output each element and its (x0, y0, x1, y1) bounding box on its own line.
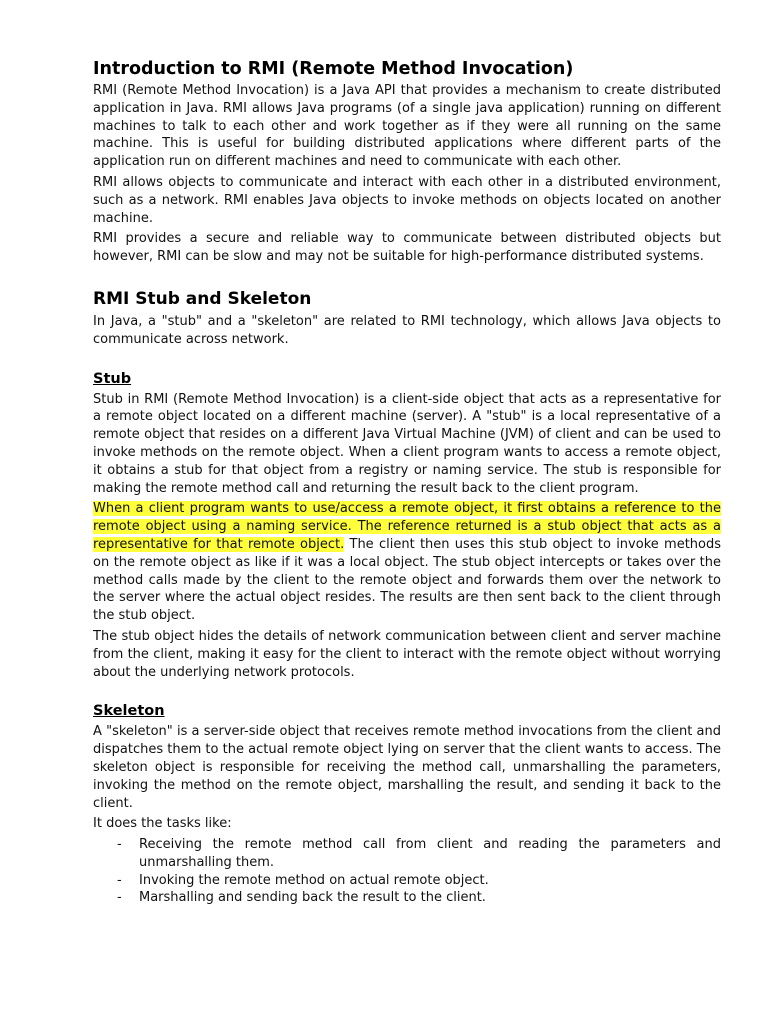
skeleton-paragraph-1: A "skeleton" is a server-side object that receives remote method invocations from the client and dispatches them to the actual remote object lying on server that the client wants to access. The skeleton object is responsible for receiving the method call, unmarshalling the parameters, invoking the method on the remote object, marshalling the result, and sending it back to the client. (93, 724, 721, 811)
skeleton-task-list (93, 836, 721, 907)
list-item-text: Receiving the remote method call from client and reading the parameters and unmarshalling them. (139, 837, 721, 870)
stub-skeleton-heading: RMI Stub and Skeleton (93, 288, 312, 309)
intro-paragraph-2: RMI allows objects to communicate and interact with each other in a distributed environment, such as a network. RMI enables Java objects to invoke methods on objects located on another machine. (93, 174, 721, 226)
bullet-dash: - (117, 872, 122, 888)
highlighted-text: When a client program wants to use/access a remote object, it first obtains a reference to the remote object using a naming service. The reference returned is a stub object that acts as a representative for that remote object. (93, 501, 721, 552)
stub-paragraph-2-rest: The client then uses this stub object to invoke methods on the remote object as like if it was a local object. The stub object intercepts or takes over the method calls made by the client to the remote object and forwards them over the network to the server where the actual object resides. The results are then sent back to the client through the stub object. (93, 536, 722, 624)
list-item-text: Marshalling and sending back the result to the client. (139, 890, 486, 906)
skeleton-heading: Skeleton (93, 703, 165, 720)
stub-skeleton-paragraph: In Java, a "stub" and a "skeleton" are related to RMI technology, which allows Java objects to communicate across network. (93, 313, 721, 347)
stub-paragraph-1: Stub in RMI (Remote Method Invocation) is a client-side object that acts as a representative for a remote object located on a different machine (server). A "stub" is a local representative of a remote object that resides on a different Java Virtual Machine (JVM) of client and can be used to invoke methods on the remote object. When a client program wants to access a remote object, it obtains a stub for that object from a registry or naming service. The stub is responsible for making the remote method call and returning the result back to the client program. (93, 391, 721, 496)
intro-paragraph-3: RMI provides a secure and reliable way to communicate between distributed objects but however, RMI can be slow and may not be suitable for high-performance distributed systems. (93, 231, 721, 265)
intro-paragraph-1: RMI (Remote Method Invocation) is a Java API that provides a mechanism to create distributed application in Java. RMI allows Java programs (of a single java application) running on different machines to talk to each other and work together as if they were all running on the same machine. This is useful for building distributed applications where different parts of the application run on different machines and need to communicate with each other. (93, 83, 721, 170)
skeleton-tasks-intro: It does the tasks like: (93, 816, 232, 832)
list-item (93, 836, 721, 872)
list-item-text: Invoking the remote method on actual remote object. (139, 872, 489, 888)
stub-paragraph-2 (93, 500, 721, 625)
stub-heading: Stub (93, 370, 132, 387)
bullet-dash: - (117, 837, 122, 853)
list-item (93, 872, 721, 890)
stub-paragraph-3: The stub object hides the details of network communication between client and server machine from the client, making it easy for the client to interact with the remote object without worrying about the underlying network protocols. (93, 628, 721, 680)
bullet-dash: - (117, 890, 122, 906)
list-item (93, 889, 721, 907)
page-title: Introduction to RMI (Remote Method Invocation) (93, 59, 574, 79)
